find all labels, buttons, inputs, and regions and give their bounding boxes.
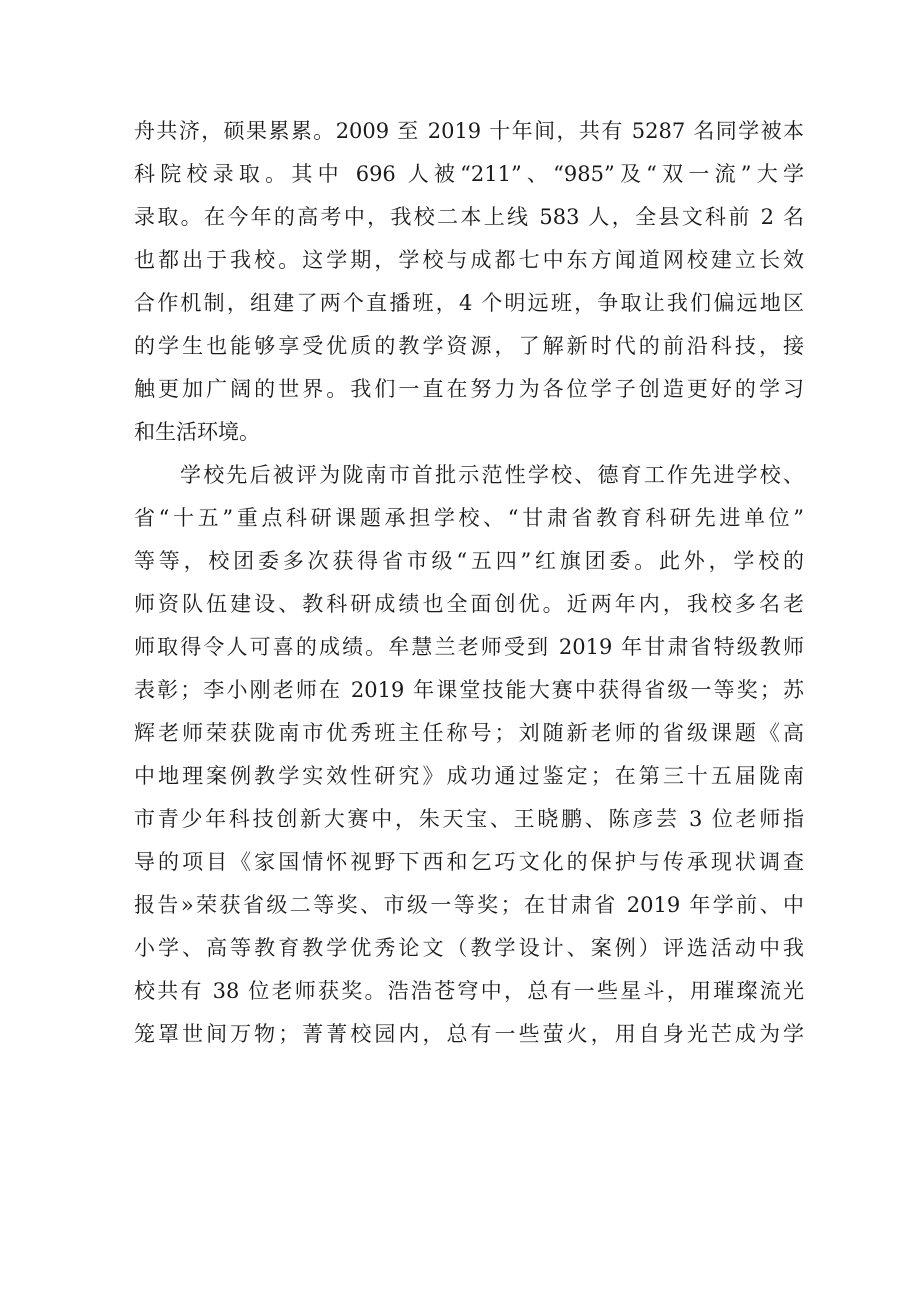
text-line: 科院校录取。其中 696 人被“211”、“985”及“双一流”大学	[134, 162, 804, 186]
text-line: 等等，校团委多次获得省市级“五四”红旗团委。此外，学校的	[134, 549, 804, 573]
paragraph-start-line: 学校先后被评为陇南市首批示范性学校、德育工作先进学校、	[180, 463, 804, 487]
paragraph-end-line: 和生活环境。	[134, 420, 260, 444]
text-line: 省“十五”重点科研课题承担学校、“甘肃省教育科研先进单位”	[134, 506, 804, 530]
text-line: 校共有 38 位老师获奖。浩浩苍穹中，总有一些星斗，用璀璨流光	[134, 979, 804, 1003]
text-line: 舟共济，硕果累累。2009 至 2019 十年间，共有 5287 名同学被本	[134, 119, 804, 143]
text-line: 笼罩世间万物；菁菁校园内，总有一些萤火，用自身光芒成为学	[134, 1022, 804, 1046]
text-line: 辉老师荣获陇南市优秀班主任称号；刘随新老师的省级课题《高	[134, 721, 804, 745]
text-line: 合作机制，组建了两个直播班，4 个明远班，争取让我们偏远地区	[134, 291, 804, 315]
text-line: 市青少年科技创新大赛中，朱天宝、王晓鹏、陈彦芸 3 位老师指	[134, 807, 804, 831]
text-line: 也都出于我校。这学期，学校与成都七中东方闻道网校建立长效	[134, 248, 804, 272]
text-line: 导的项目《家国情怀视野下西和乞巧文化的保护与传承现状调查	[134, 850, 804, 874]
text-line: 触更加广阔的世界。我们一直在努力为各位学子创造更好的学习	[134, 377, 804, 401]
text-line: 师取得令人可喜的成绩。牟慧兰老师受到 2019 年甘肃省特级教师	[134, 635, 804, 659]
text-line: 录取。在今年的高考中，我校二本上线 583 人，全县文科前 2 名	[134, 205, 804, 229]
text-line: 师资队伍建设、教科研成绩也全面创优。近两年内，我校多名老	[134, 592, 804, 616]
text-line: 小学、高等教育教学优秀论文（教学设计、案例）评选活动中我	[134, 936, 804, 960]
body-text	[134, 110, 804, 1056]
text-line: 报告»荣获省级二等奖、市级一等奖；在甘肃省 2019 年学前、中	[134, 893, 804, 917]
text-line: 的学生也能够享受优质的教学资源，了解新时代的前沿科技，接	[134, 334, 804, 358]
text-line: 中地理案例教学实效性研究》成功通过鉴定；在第三十五届陇南	[134, 764, 804, 788]
text-line: 表彰；李小刚老师在 2019 年课堂技能大赛中获得省级一等奖；苏	[134, 678, 804, 702]
